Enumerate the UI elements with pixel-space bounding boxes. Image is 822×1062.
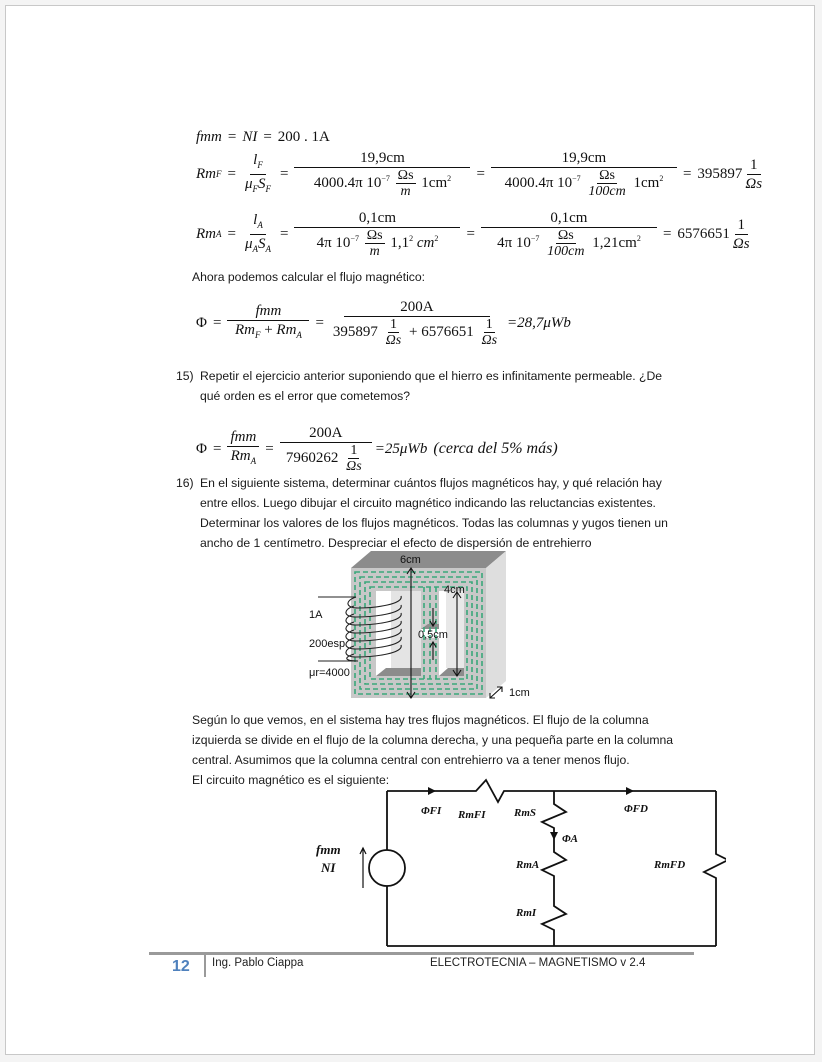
question-text: Repetir el ejercicio anterior suponiendo que el hierro es infinitamente permeable. ¿De qué orden es el error que cometemos? <box>200 369 663 403</box>
fraction <box>730 216 753 253</box>
eq-term: NI <box>242 129 258 145</box>
fraction <box>242 151 274 198</box>
branch-center <box>542 791 566 946</box>
eq-term: 6576651 <box>421 323 474 340</box>
mmf-source-icon <box>369 850 405 886</box>
eq-term: 1,21cm <box>592 234 637 251</box>
equation-flux-2: Φ = $\frac{\text{fmm}}{Rm_A}$ = 200A 7960262 $\frac{1}{\Omega s}$ =25μWb (cerca del 5% más) <box>196 425 558 474</box>
equation-rmf: Rm F = $\frac{l_F}{\mu_FS_F}$ = 19,9cm 4000.4π $10^{-7}$ $\frac{\Omega s}{m}$ $1cm^2$ = 19,9cm 4000.4π $10^{-7}$ $\frac{\Omega s}{100cm}$ $1cm^2$ = 395897 $\frac{1}{\Omega s}$ <box>196 149 765 199</box>
equation-rma: Rm A = $\frac{l_A}{\mu_AS_A}$ = 0,1cm 4π $10^{-7}$ $\frac{\Omega s}{m}$ $1,1^2$ $cm^2$ = 0,1cm 4π $10^{-7}$ $\frac{\Omega s}{100cm}$ $1,21cm^2$ = 6576651 $\frac{1}{\Omega s}$ <box>196 209 753 259</box>
eq-term: l <box>253 211 258 228</box>
eq-sup: −7 <box>530 233 540 243</box>
eq-term: 4000.4π 10 <box>504 174 573 191</box>
question-15 <box>176 366 681 406</box>
eq-term: cm <box>416 234 435 251</box>
eq-result: =25μWb <box>374 440 428 457</box>
eq-note: (cerca del 5% más) <box>433 440 558 457</box>
eq-sub: A <box>265 243 271 254</box>
eq-term: S <box>258 175 266 192</box>
eq-sup: −7 <box>350 233 359 243</box>
eq-sub: F <box>265 183 271 194</box>
eq-term: Ωs <box>397 168 414 183</box>
footer-divider <box>149 952 694 955</box>
eq-sup: 2 <box>636 233 641 243</box>
document-page <box>5 5 815 1055</box>
paragraph-ahora: Ahora podemos calcular el flujo magnético: <box>192 270 426 284</box>
core-side-face <box>486 551 506 698</box>
eq-sub: F <box>216 169 222 179</box>
eq-result: 395897 <box>697 165 743 182</box>
eq-sup: 2 <box>447 173 452 183</box>
eq-sub: F <box>252 183 258 194</box>
eq-term: Rm <box>230 448 251 464</box>
question-number: 15) <box>176 369 194 383</box>
fraction <box>742 156 765 193</box>
eq-term: m <box>369 244 380 259</box>
eq-term: S <box>258 235 266 252</box>
footer-title: ELECTROTECNIA – MAGNETISMO v 2.4 <box>430 957 646 969</box>
eq-term: 7960262 <box>285 449 339 466</box>
eq-term: 19,9cm <box>491 149 677 168</box>
flux-arrow-a-icon <box>550 832 558 840</box>
label-rma: RmA <box>516 859 540 871</box>
eq-term: 200 . 1A <box>277 129 330 145</box>
eq-term: 1 <box>735 216 749 235</box>
eq-term: 100cm <box>588 184 626 199</box>
label-rmfd: RmFD <box>654 859 686 871</box>
fraction <box>294 209 460 259</box>
label-turns: 200esp <box>309 638 346 650</box>
eq-term: 4π 10 <box>497 234 531 251</box>
eq-result: =28,7μWb <box>507 314 571 331</box>
eq-term: 0,1cm <box>481 209 657 228</box>
eq-term: Ωs <box>732 235 750 252</box>
question-text: En el siguiente sistema, determinar cuántos flujos magnéticos hay, y qué relación hay entre ellos. Luego dibujar el circuito magnético indicando las reluctancias existentes. Determinar los valores de los flujos magnéticos. Todas las columnas y yugos tienen un ancho de 1 centímetro. Despreciar el efecto de dispersión de entrehierro <box>200 476 668 550</box>
label-4cm: 4cm <box>444 584 465 596</box>
branch-right <box>704 791 726 946</box>
page-number: 12 <box>172 958 190 975</box>
eq-result: 6576651 <box>677 225 730 242</box>
magnetic-core-diagram <box>296 546 546 706</box>
eq-sup: −7 <box>572 173 581 183</box>
eq-sub: A <box>250 456 257 466</box>
eq-lhs: Rm <box>196 165 216 182</box>
eq-term: Ωs <box>599 168 615 183</box>
equation-fmm: fmm = NI = 200 . 1A <box>196 129 330 145</box>
wire-top-with-rmfi <box>387 780 716 802</box>
fraction <box>481 209 657 259</box>
eq-term: 19,9cm <box>294 149 470 168</box>
eq-sup: −7 <box>381 173 390 183</box>
eq-term: fmm <box>196 129 222 145</box>
eq-term: 1 <box>350 443 358 458</box>
eq-sub: F <box>257 159 263 170</box>
eq-sub: A <box>296 330 302 340</box>
label-current: 1A <box>309 609 323 621</box>
fraction <box>227 428 259 470</box>
eq-term: 1 <box>747 156 761 175</box>
footer-author: Ing. Pablo Ciappa <box>212 957 304 969</box>
label-phi-fi: ΦFI <box>421 805 442 817</box>
eq-sub: A <box>257 219 263 230</box>
eq-sup: 2 <box>434 233 439 243</box>
eq-term: 4000.4π 10 <box>313 174 382 191</box>
eq-term: Rm <box>234 322 255 338</box>
eq-sup: 2 <box>659 173 664 183</box>
core-top-face <box>351 551 506 568</box>
label-depth: 1cm <box>509 687 530 699</box>
eq-term: m <box>400 184 411 199</box>
paragraph-segun: Según lo que vemos, en el sistema hay tres flujos magnéticos. El flujo de la columna izquierda se divide en el flujo de la columna derecha, y una pequeña parte en la columna central. Asumimos que la columna central con entrehierro va a tener menos flujo. <box>192 713 674 767</box>
fraction <box>227 302 309 344</box>
flux-arrow-fi-icon <box>428 787 436 795</box>
label-6cm: 6cm <box>400 554 421 566</box>
eq-term: Ωs <box>385 333 402 348</box>
eq-op: + <box>408 323 418 340</box>
eq-term: Rm <box>276 322 297 338</box>
eq-term: 4π 10 <box>316 234 351 251</box>
question-number: 16) <box>176 476 194 490</box>
label-gap: 0,5cm <box>418 629 448 641</box>
eq-term: Ωs <box>346 459 362 474</box>
eq-term: fmm <box>227 302 309 321</box>
magnetic-circuit-diagram <box>306 776 726 956</box>
fraction <box>280 424 372 474</box>
eq-term: μ <box>244 235 253 252</box>
eq-term: Ωs <box>481 333 498 348</box>
eq-term: 0,1cm <box>294 209 460 228</box>
label-fmm: fmm <box>316 842 341 857</box>
equation-flux-1: Φ = $\frac{\text{fmm}}{Rm_F + Rm_A}$ = 200A 395897 $\frac{1}{\Omega s}$ + 6576651 $\frac{1}{\Omega s}$ =28,7μWb <box>196 299 571 348</box>
fraction <box>330 298 504 348</box>
label-rmi: RmI <box>516 907 537 919</box>
label-phi-fd: ΦFD <box>624 803 648 815</box>
eq-term: 1,1 <box>390 234 410 251</box>
eq-sup: 2 <box>409 233 414 243</box>
eq-term: 1 <box>485 317 493 332</box>
eq-sub: F <box>254 330 261 340</box>
fraction <box>491 149 677 199</box>
eq-term: μ <box>244 175 253 192</box>
question-16 <box>176 473 681 553</box>
eq-term: 395897 <box>332 323 378 340</box>
eq-term: 1cm <box>421 174 448 191</box>
eq-term: fmm <box>227 428 259 447</box>
label-rms: RmS <box>514 807 537 819</box>
eq-lhs: Rm <box>196 225 216 242</box>
fraction <box>294 149 470 199</box>
eq-term: Ωs <box>557 228 574 243</box>
eq-sub: A <box>252 243 258 254</box>
paragraph-circuito: El circuito magnético es el siguiente: <box>192 773 390 787</box>
footer-separator <box>204 955 206 977</box>
eq-sub: A <box>216 229 222 239</box>
fraction <box>242 211 274 258</box>
label-rmfi: RmFI <box>458 809 486 821</box>
mmf-direction-arrow-icon <box>360 848 366 888</box>
eq-term: 200A <box>344 298 490 317</box>
eq-term: 1cm <box>633 174 660 191</box>
eq-lhs: Φ <box>196 440 207 457</box>
eq-term: 100cm <box>547 244 585 259</box>
label-ni: NI <box>321 860 336 875</box>
eq-term: Ωs <box>745 175 763 192</box>
label-phi-a: ΦA <box>562 833 579 845</box>
eq-lhs: Φ <box>196 314 207 331</box>
flux-arrow-fd-icon <box>626 787 634 795</box>
eq-op: + <box>264 322 273 338</box>
eq-term: Ωs <box>366 228 383 243</box>
eq-term: l <box>253 151 258 168</box>
label-permeability: μr=4000 <box>309 667 350 679</box>
eq-term: 200A <box>280 424 372 443</box>
eq-term: 1 <box>389 317 397 332</box>
